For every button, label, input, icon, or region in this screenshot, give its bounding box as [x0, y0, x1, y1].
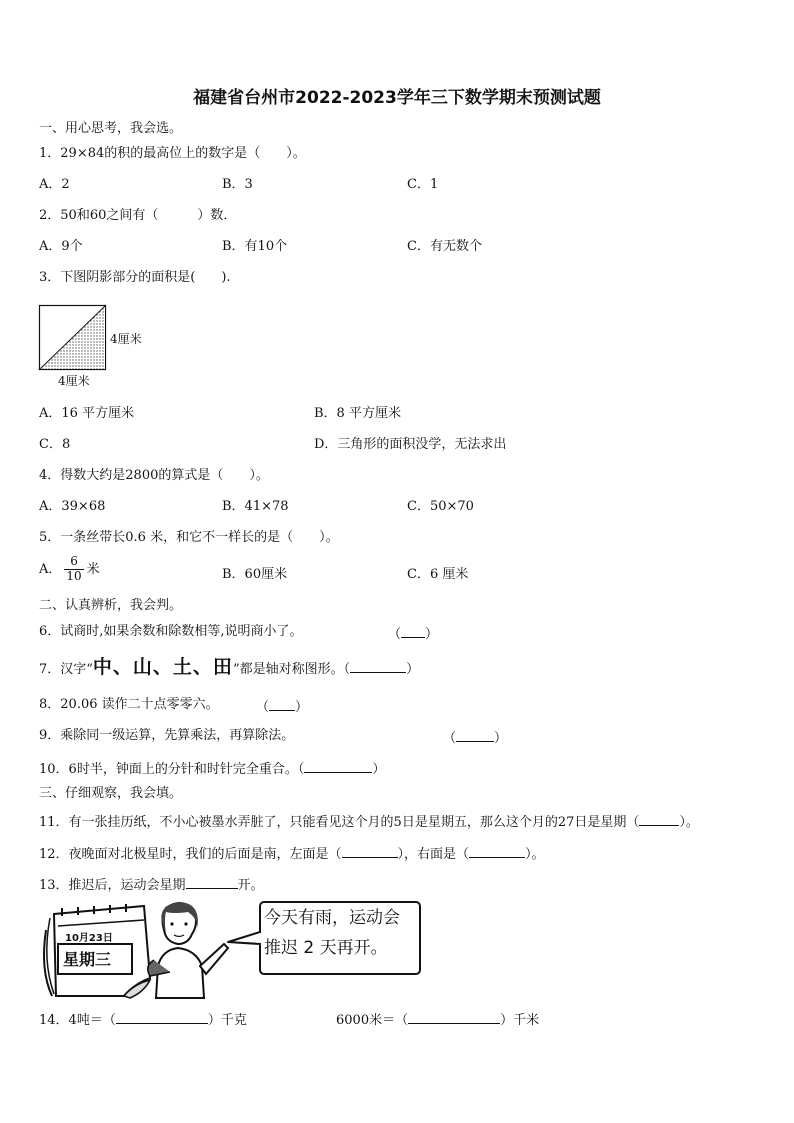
fraction-denominator: 10 — [66, 568, 82, 583]
q7-paren: ） — [406, 662, 420, 677]
q5-option-c: C．6 厘米 — [407, 567, 469, 582]
q7-characters: 中、山、土、田 — [92, 656, 233, 678]
speech-line-1: 今天有雨，运动会 — [264, 908, 400, 928]
answer-blank-left[interactable] — [342, 845, 398, 858]
question-2: 2．50和60之间有（ ）数． — [39, 208, 237, 223]
page-title: 福建省台州市2022-2023学年三下数学期末预测试题 — [193, 88, 601, 108]
question-9: 9．乘除同一级运算，先算乘法，再算除法。 — [39, 728, 295, 743]
q9-answer: （ ） — [443, 731, 508, 746]
answer-blank[interactable] — [304, 760, 372, 773]
q2-option-c: C．有无数个 — [407, 239, 482, 254]
q3-option-b: B．8 平方厘米 — [314, 406, 401, 421]
q3-option-a: A．16 平方厘米 — [39, 406, 135, 421]
q2-option-b: B．有10个 — [222, 239, 288, 254]
q8-answer: （ ） — [256, 700, 309, 715]
q6-answer: （ ） — [388, 627, 439, 642]
fraction-numerator: 6 — [64, 555, 83, 570]
q2-option-a: A．9个 — [39, 239, 83, 254]
q7-suffix: ”都是轴对称图形。（ — [232, 662, 351, 677]
section-heading-1: 一、用心思考，我会选。 — [39, 121, 183, 136]
question-5: 5．一条丝带长0.6 米，和它不一样长的是（ ）。 — [39, 530, 339, 545]
question-14-right: 6000米＝（ ）千米 — [336, 1013, 540, 1028]
answer-blank-km[interactable] — [408, 1011, 500, 1024]
q5-option-a-unit: 米 — [86, 561, 100, 577]
question-1: 1．29×84的积的最高位上的数字是（ ）。 — [39, 146, 306, 161]
answer-blank[interactable] — [639, 813, 679, 826]
question-12: 12．夜晚面对北极星时，我们的后面是南，左面是（ ），右面是（ ）。 — [39, 847, 545, 862]
q5-option-a — [39, 555, 100, 584]
q1-option-b: B．3 — [222, 177, 253, 192]
section-heading-2: 二、认真辨析，我会判。 — [39, 598, 183, 613]
teacher-icon — [148, 902, 228, 998]
q5-option-a-prefix: A． — [39, 561, 62, 577]
answer-blank[interactable] — [350, 660, 406, 673]
calendar-date: 10月23日 — [65, 933, 113, 944]
q4-option-c: C．50×70 — [407, 499, 474, 514]
q1-option-a: A．2 — [39, 177, 70, 192]
speech-line-2: 推迟 2 天再开。 — [264, 938, 388, 958]
answer-blank[interactable] — [186, 876, 238, 889]
question-13: 13．推迟后，运动会星期 开。 — [39, 878, 264, 893]
answer-blank-kg[interactable] — [116, 1011, 208, 1024]
section-heading-3: 三、仔细观察，我会填。 — [39, 786, 183, 801]
answer-blank[interactable] — [269, 698, 295, 711]
answer-blank[interactable] — [401, 625, 425, 638]
question-6: 6．试商时,如果余数和除数相等,说明商小了。 — [39, 624, 303, 639]
question-4: 4．得数大约是2800的算式是（ ）。 — [39, 468, 269, 483]
question-14-left: 14．4吨＝（ ）千克 — [39, 1013, 247, 1028]
q4-option-b: B．41×78 — [222, 499, 289, 514]
q3-option-d: D．三角形的面积没学，无法求出 — [314, 437, 507, 452]
q5-option-b: B．60厘米 — [222, 567, 288, 582]
calendar-weekday: 星期三 — [63, 950, 112, 969]
figure-bottom-label: 4厘米 — [58, 374, 90, 388]
answer-blank-right[interactable] — [469, 845, 525, 858]
q1-option-c: C．1 — [407, 177, 439, 192]
answer-blank[interactable] — [456, 729, 494, 742]
question-10: 10．6时半，钟面上的分针和时针完全重合。（ ） — [39, 762, 386, 777]
question-11: 11．有一张挂历纸，不小心被墨水弄脏了，只能看见这个月的5日是星期五，那么这个月的27日是星期（ ）。 — [39, 815, 699, 830]
figure-side-label: 4厘米 — [110, 332, 142, 346]
shaded-square-figure — [39, 305, 109, 371]
q4-option-a: A．39×68 — [39, 499, 106, 514]
q7-prefix: 7．汉字“ — [39, 662, 93, 677]
question-3: 3．下图阴影部分的面积是( ). — [39, 270, 231, 285]
question-7 — [39, 658, 419, 677]
fraction — [64, 555, 83, 584]
question-8: 8．20.06 读作二十点零零六。 — [39, 697, 219, 712]
q3-option-c: C．8 — [39, 437, 71, 452]
